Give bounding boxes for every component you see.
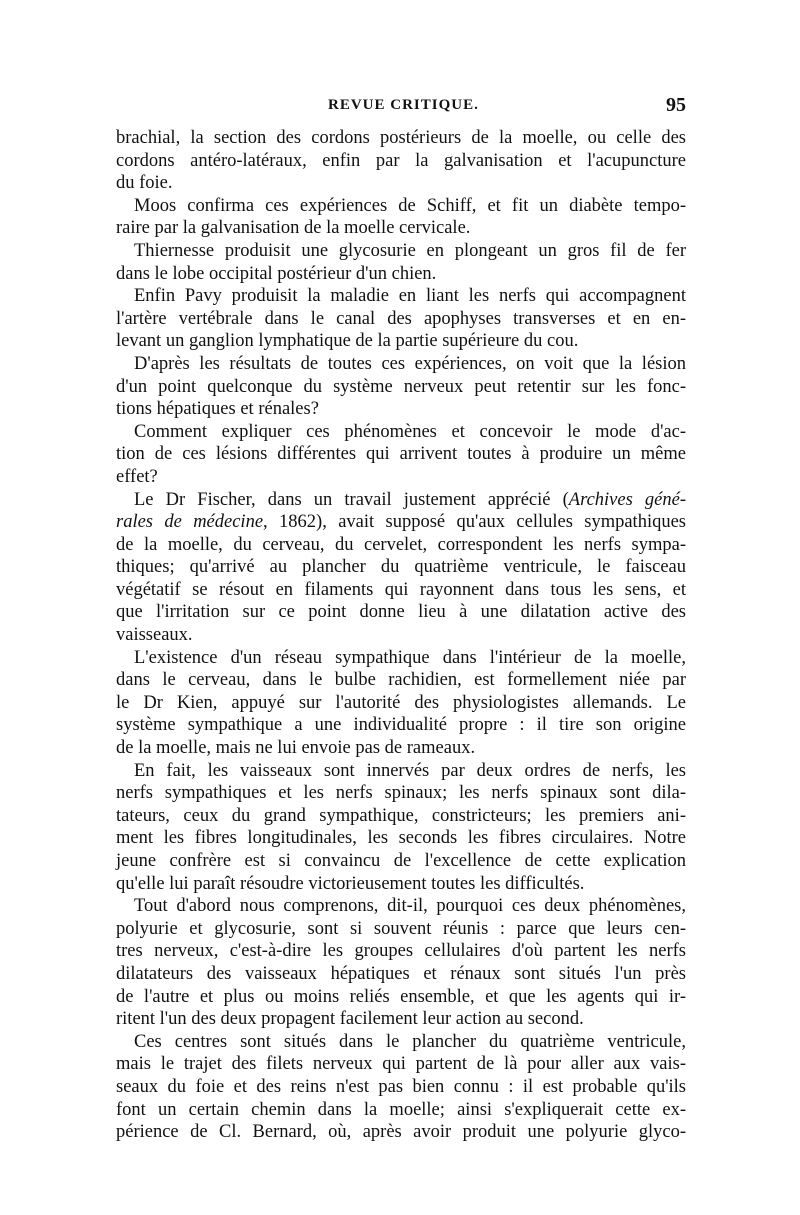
text-line: D'après les résultats de toutes ces expériences, on voit que la lésion bbox=[134, 353, 686, 374]
text-line: En fait, les vaisseaux sont innervés par deux ordres de nerfs, les bbox=[134, 760, 686, 781]
paragraph-11 bbox=[116, 1031, 686, 1144]
paragraph-3 bbox=[116, 240, 686, 285]
text-line: végétatif se résout en filaments qui rayonnent dans tous les sens, et bbox=[116, 579, 686, 600]
text-line: raire par la galvanisation de la moelle cervicale. bbox=[116, 218, 471, 239]
text-line: tateurs, ceux du grand sympathique, constricteurs; les premiers ani- bbox=[116, 805, 686, 826]
text-line bbox=[116, 489, 686, 512]
text-line: l'artère vertébrale dans le canal des apophyses transverses et en en- bbox=[116, 308, 686, 329]
text-line: dans le lobe occipital postérieur d'un chien. bbox=[116, 263, 437, 284]
text-line: tion de ces lésions différentes qui arrivent toutes à produire un même bbox=[116, 444, 686, 465]
paragraph-8 bbox=[116, 647, 686, 760]
paragraph-5 bbox=[116, 353, 686, 421]
text-line: tres nerveux, c'est-à-dire les groupes cellulaires d'où partent les nerfs bbox=[116, 941, 686, 962]
text-line: ment les fibres longitudinales, les seconds les fibres circulaires. Notre bbox=[116, 828, 686, 849]
text-line: le Dr Kien, appuyé sur l'autorité des physiologistes allemands. Le bbox=[116, 692, 686, 713]
text-segment: Le Dr Fischer, dans un travail justement apprécié ( bbox=[134, 489, 569, 510]
text-line: thiques; qu'arrivé au plancher du quatrième ventricule, le faisceau bbox=[116, 557, 686, 578]
journal-title-italic: rales de médecine bbox=[116, 512, 264, 533]
text-line: système sympathique a une individualité propre : il tire son origine bbox=[116, 715, 686, 736]
text-line: périence de Cl. Bernard, où, après avoir produit une polyurie glyco- bbox=[116, 1122, 686, 1143]
text-line: de la moelle, mais ne lui envoie pas de rameaux. bbox=[116, 738, 476, 759]
paragraph-4 bbox=[116, 285, 686, 353]
text-line: d'un point quelconque du système nerveux peut retentir sur les fonc- bbox=[116, 376, 686, 397]
text-line: font un certain chemin dans la moelle; ainsi s'expliquerait cette ex- bbox=[116, 1099, 686, 1120]
text-line: Ces centres sont situés dans le plancher du quatrième ventricule, bbox=[134, 1031, 686, 1052]
paragraph-9 bbox=[116, 760, 686, 896]
page-number: 95 bbox=[666, 94, 686, 116]
text-line: que l'irritation sur ce point donne lieu à une dilatation active des bbox=[116, 602, 686, 623]
text-line: tions hépatiques et rénales? bbox=[116, 399, 319, 420]
text-line: levant un ganglion lymphatique de la partie supérieure du cou. bbox=[116, 331, 579, 352]
paragraph-10 bbox=[116, 895, 686, 1031]
text-line: dans le cerveau, dans le bulbe rachidien, est formellement niée par bbox=[116, 670, 686, 691]
text-line: cordons antéro-latéraux, enfin par la galvanisation et l'acupuncture bbox=[116, 150, 686, 171]
text-line: Enfin Pavy produisit la maladie en liant les nerfs qui accompagnent bbox=[134, 286, 686, 307]
journal-title-italic: Archives géné- bbox=[568, 489, 687, 510]
text-line: qu'elle lui paraît résoudre victorieusement toutes les difficultés. bbox=[116, 873, 585, 894]
running-title: REVUE CRITIQUE. bbox=[328, 97, 479, 113]
text-line: de la moelle, du cerveau, du cervelet, correspondent les nerfs sympa- bbox=[116, 534, 686, 555]
text-line: vaisseaux. bbox=[116, 625, 193, 646]
running-header bbox=[116, 94, 686, 127]
text-line: Thiernesse produisit une glycosurie en plongeant un gros fil de fer bbox=[134, 240, 686, 261]
text-line: de l'autre et plus ou moins reliés ensemble, et que les agents qui ir- bbox=[116, 986, 686, 1007]
paragraph-1 bbox=[116, 127, 686, 195]
text-line bbox=[116, 511, 686, 534]
body-text bbox=[116, 127, 686, 1144]
text-line: dilatateurs des vaisseaux hépatiques et rénaux sont situés l'un près bbox=[116, 963, 686, 984]
paragraph-6 bbox=[116, 421, 686, 489]
text-line: jeune confrère est si convaincu de l'excellence de cette explication bbox=[116, 851, 686, 871]
text-line: seaux du foie et des reins n'est pas bien connu : il est probable qu'ils bbox=[116, 1076, 686, 1097]
text-line: L'existence d'un réseau sympathique dans l'intérieur de la moelle, bbox=[134, 647, 686, 668]
text-line: mais le trajet des filets nerveux qui partent de là pour aller aux vais- bbox=[116, 1054, 686, 1075]
text-line: ritent l'un des deux propagent facilement leur action au second. bbox=[116, 1009, 584, 1030]
text-line: Comment expliquer ces phénomènes et concevoir le mode d'ac- bbox=[134, 421, 686, 442]
text-line: effet? bbox=[116, 466, 158, 487]
text-line: nerfs sympathiques et les nerfs spinaux; les nerfs spinaux sont dila- bbox=[116, 783, 686, 804]
text-line: polyurie et glycosurie, sont si souvent réunis : parce que leurs cen- bbox=[116, 918, 686, 939]
text-line: brachial, la section des cordons postérieurs de la moelle, ou celle des bbox=[116, 128, 686, 148]
paragraph-2 bbox=[116, 195, 686, 240]
text-line: Tout d'abord nous comprenons, dit-il, pourquoi ces deux phénomènes, bbox=[134, 896, 686, 917]
text-segment: , 1862), avait supposé qu'aux cellules sympathiques bbox=[263, 512, 686, 533]
paragraph-7 bbox=[116, 489, 686, 647]
text-line: Moos confirma ces expériences de Schiff, et fit un diabète tempo- bbox=[134, 195, 686, 216]
text-line: du foie. bbox=[116, 173, 173, 194]
